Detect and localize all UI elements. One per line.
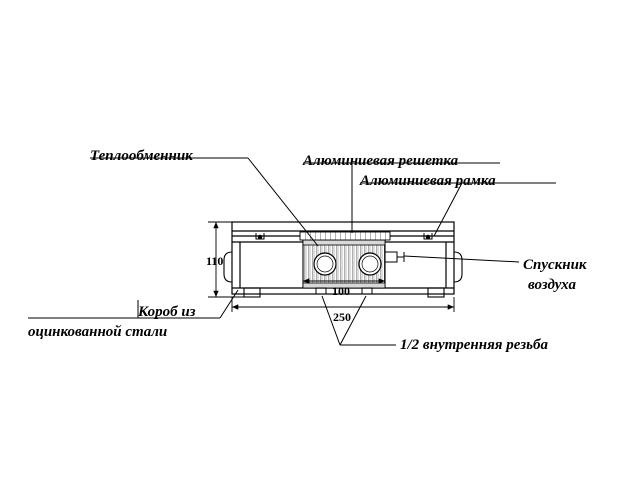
label-aluminium-grille: Алюминиевая решетка: [303, 153, 459, 169]
label-aluminium-frame: Алюминиевая рамка: [360, 173, 496, 189]
label-galvanized-box-line1: Короб из: [138, 304, 196, 320]
label-air-vent-line1: Спускник: [523, 257, 587, 273]
dimension-width-250: 250: [333, 310, 351, 324]
aluminium-grille-part: [300, 232, 390, 240]
label-internal-thread: 1/2 внутренняя резьба: [400, 337, 548, 353]
dimension-height-110: 110: [206, 254, 224, 268]
label-heat-exchanger: Теплообменник: [90, 148, 193, 164]
air-vent-part: [385, 252, 404, 262]
label-galvanized-box-line2: оцинкованной стали: [28, 324, 168, 340]
dimension-width-100: 100: [332, 284, 350, 298]
label-air-vent-line2: воздуха: [528, 277, 576, 293]
